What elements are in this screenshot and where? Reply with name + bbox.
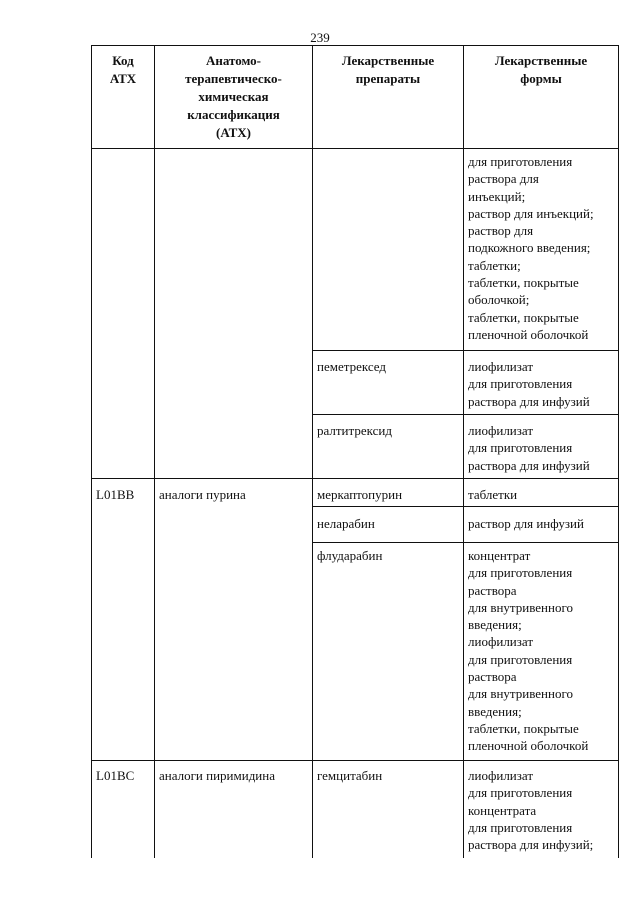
forms-cell [468,547,616,755]
form-line: раствора для [468,171,539,187]
forms-cell [468,515,616,532]
form-line: введения; [468,617,522,633]
form-line: введения; [468,703,522,719]
header-drugs-line: Лекарственные [341,53,435,68]
form-line: лиофилизат [468,768,534,783]
form-line: раствор для [468,223,534,239]
drug-name: неларабин [317,516,375,531]
atc-classification: аналоги пурина [159,487,246,502]
form-line: концентрата [468,802,537,818]
header-classification-line: классификация [187,107,280,122]
row-separator [312,350,619,351]
group-separator [91,478,619,479]
drug-name: пеметрексед [317,359,386,374]
form-line: для приготовления [468,785,573,801]
forms-cell [468,153,616,343]
header-classification-line: химическая [198,89,269,104]
form-line: раствора для инфузий; [468,837,594,853]
form-line: для внутривенного [468,599,573,615]
row-separator [312,542,619,543]
form-line: для приготовления [468,651,573,667]
header-forms-line: формы [520,71,562,86]
header-classification-line: терапевтическо- [185,71,282,86]
header-classification [155,52,312,142]
atc-code: L01BB [96,487,135,502]
form-line: инъекций; [468,188,526,204]
form-line: раствор для инфузий [468,516,584,531]
forms-cell [468,486,616,503]
form-line: для приготовления [468,376,573,392]
header-forms-line: Лекарственные [494,53,588,68]
forms-cell [468,358,616,410]
column-divider-code [154,45,155,858]
header-classification-line: Анатомо- [205,53,262,68]
form-line: лиофилизат [468,359,534,374]
row-separator [312,414,619,415]
form-line: для приготовления [468,565,573,581]
drug-name: гемцитабин [317,768,383,783]
header-drugs-line: препараты [355,71,421,86]
forms-cell [468,422,616,474]
form-line: раствора [468,669,517,685]
form-line: таблетки, покрытые [468,720,579,736]
form-line: раствора для инфузий [468,457,590,473]
header-classification-line: (АТХ) [216,125,251,140]
form-line: раствора [468,582,517,598]
drug-name: ралтитрексид [317,423,392,438]
forms-cell [468,767,616,853]
form-line: для приготовления [468,154,573,169]
form-line: раствора для инфузий [468,393,590,409]
form-line: пленочной оболочкой [468,326,589,342]
row-separator [312,506,619,507]
form-line: лиофилизат [468,634,534,650]
form-line: таблетки, покрытые [468,275,579,291]
header-code-line: АТХ [109,71,137,86]
form-line: таблетки; [468,257,521,273]
form-line: концентрат [468,548,531,563]
form-line: для приготовления [468,819,573,835]
atc-classification: аналоги пиримидина [159,768,275,783]
column-divider-classification [312,45,313,858]
header-forms [464,52,618,88]
form-line: таблетки, покрытые [468,309,579,325]
table-right-border [618,45,619,858]
form-line: для внутривенного [468,686,573,702]
atc-code: L01BC [96,768,135,783]
form-line: оболочкой; [468,292,530,308]
table-left-border [91,45,92,858]
form-line: лиофилизат [468,423,534,438]
drug-name: флударабин [317,548,383,563]
form-line: раствор для инъекций; [468,205,594,221]
drug-table [91,45,619,858]
form-line: подкожного введения; [468,240,591,256]
group-separator [91,760,619,761]
column-divider-drugs [463,45,464,858]
drug-name: меркаптопурин [317,487,403,502]
form-line: для приготовления [468,440,573,456]
table-header-border [91,148,619,149]
form-line: таблетки [468,487,518,502]
page-number: 239 [310,30,330,45]
table-top-border [91,45,619,46]
header-code [92,52,154,88]
header-code-line: Код [112,53,134,68]
header-drugs [313,52,463,88]
form-line: пленочной оболочкой [468,738,589,754]
